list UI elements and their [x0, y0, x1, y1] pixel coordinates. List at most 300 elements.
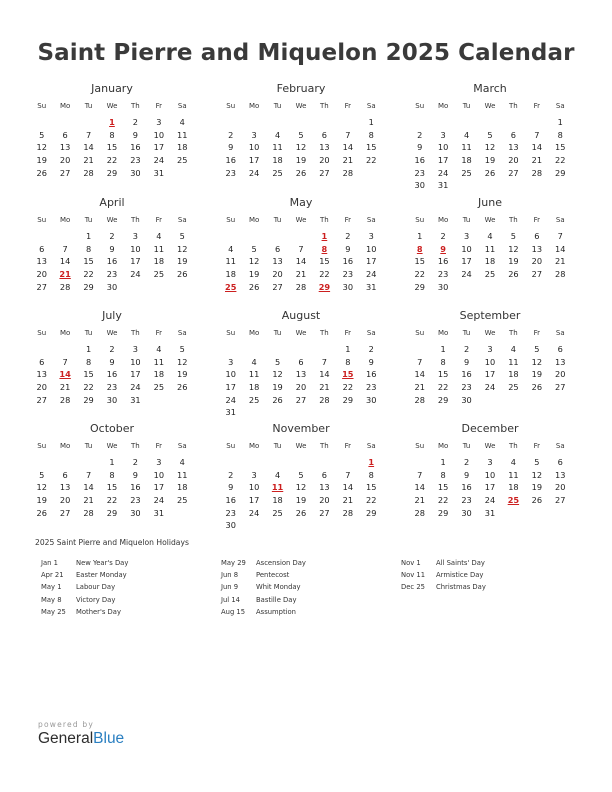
day-cell: 24	[130, 382, 141, 393]
day-cell: 19	[36, 495, 47, 506]
day-cell: 25	[272, 507, 283, 518]
day-cell: 14	[319, 369, 330, 380]
day-cell: 29	[366, 507, 377, 518]
day-grid	[219, 230, 383, 293]
day-cell: 2	[109, 231, 115, 241]
weekday-label: Th	[131, 102, 140, 110]
day-cell: 13	[36, 369, 47, 380]
month-name: November	[272, 422, 330, 435]
weekday-label: Mo	[248, 216, 260, 224]
day-cell: 21	[414, 382, 425, 393]
day-cell: 3	[156, 457, 162, 467]
holiday-entry	[41, 583, 211, 595]
day-cell: 23	[366, 382, 377, 393]
day-cell: 8	[368, 129, 374, 140]
day-cell: 19	[295, 155, 307, 166]
empty-day-cell	[266, 343, 289, 356]
day-cell: 5	[179, 231, 185, 241]
page-title: Saint Pierre and Miquelon 2025 Calendar	[37, 40, 575, 66]
holiday-day-cell: 15	[342, 369, 354, 380]
day-cell: 30	[130, 507, 141, 518]
day-cell: 28	[83, 507, 94, 518]
day-cell: 10	[225, 369, 236, 380]
day-cell: 29	[342, 394, 354, 405]
day-cell: 28	[59, 394, 71, 405]
holiday-name: Victory Day	[76, 595, 116, 604]
empty-day-cell	[242, 230, 265, 243]
day-cell: 19	[508, 256, 519, 267]
day-cell: 11	[153, 243, 165, 254]
holiday-entry	[221, 583, 391, 595]
day-cell: 16	[461, 482, 472, 493]
month-name: June	[478, 196, 502, 209]
day-cell: 30	[130, 167, 141, 178]
weekday-label: Mo	[437, 102, 449, 110]
day-cell: 15	[366, 482, 377, 493]
day-cell: 12	[177, 243, 188, 254]
weekday-label: Tu	[84, 216, 93, 224]
holiday-name: Pentecost	[256, 571, 290, 580]
day-cell: 14	[414, 369, 425, 380]
day-cell: 26	[484, 167, 496, 178]
month-name: September	[459, 309, 521, 322]
day-cell: 30	[342, 281, 354, 292]
empty-day-cell	[219, 343, 242, 356]
holiday-date: May 25	[41, 607, 66, 616]
day-cell: 20	[272, 269, 283, 280]
weekday-label: Sa	[555, 329, 565, 337]
weekday-label: Mo	[59, 329, 71, 337]
day-cell: 10	[130, 356, 141, 367]
month-december	[408, 420, 572, 533]
empty-day-cell	[408, 456, 431, 469]
day-cell: 4	[487, 231, 493, 241]
day-cell: 24	[437, 167, 449, 178]
holiday-day-cell: 8	[321, 243, 328, 254]
day-cell: 5	[534, 457, 540, 467]
weekday-label: Sa	[177, 216, 187, 224]
holiday-name: All Saints' Day	[436, 559, 485, 567]
month-october	[30, 420, 194, 533]
day-cell: 19	[295, 495, 307, 506]
day-cell: 23	[461, 495, 472, 506]
day-cell: 20	[319, 495, 330, 506]
day-cell: 10	[484, 356, 496, 367]
day-cell: 17	[225, 382, 236, 393]
day-cell: 22	[342, 382, 354, 393]
day-cell: 11	[177, 469, 188, 480]
day-cell: 8	[440, 356, 446, 367]
holiday-name: Easter Monday	[76, 571, 127, 580]
empty-day-cell	[219, 456, 242, 469]
empty-day-cell	[502, 116, 525, 129]
day-cell: 21	[319, 382, 330, 393]
day-cell: 18	[508, 369, 519, 380]
day-cell: 13	[555, 356, 566, 367]
day-cell: 2	[228, 469, 234, 480]
weekday-header	[408, 442, 572, 450]
day-cell: 26	[531, 495, 543, 506]
month-name: October	[89, 422, 135, 435]
holiday-entry	[221, 596, 391, 608]
day-grid	[219, 343, 383, 419]
day-cell: 27	[59, 507, 71, 518]
day-cell: 20	[319, 155, 330, 166]
weekday-label: Tu	[462, 329, 471, 337]
day-cell: 10	[248, 482, 260, 493]
weekday-label: Th	[131, 216, 140, 224]
weekday-label: Tu	[84, 442, 93, 450]
empty-day-cell	[53, 456, 76, 469]
weekday-label: Tu	[273, 329, 282, 337]
weekday-label: Mo	[248, 102, 260, 110]
day-cell: 22	[83, 269, 94, 280]
day-cell: 24	[461, 269, 472, 280]
day-cell: 22	[414, 269, 425, 280]
powered-by-text: powered by	[38, 720, 94, 729]
day-cell: 3	[463, 231, 470, 241]
holiday-entry	[401, 559, 571, 571]
day-cell: 18	[153, 369, 165, 380]
day-cell: 23	[225, 167, 236, 178]
holiday-date: Jan 1	[41, 559, 58, 567]
day-cell: 3	[368, 231, 374, 241]
day-cell: 7	[62, 356, 68, 367]
day-cell: 4	[228, 243, 234, 254]
day-cell: 22	[319, 269, 330, 280]
day-cell: 21	[59, 382, 71, 393]
weekday-label: We	[484, 329, 496, 337]
day-cell: 5	[534, 344, 540, 354]
weekday-label: Th	[320, 442, 329, 450]
weekday-label: Sa	[177, 442, 187, 450]
day-cell: 27	[36, 281, 47, 292]
day-cell: 9	[228, 142, 234, 153]
weekday-label: Mo	[59, 102, 71, 110]
weekday-label: Fr	[155, 329, 163, 337]
day-cell: 13	[59, 142, 71, 153]
weekday-label: Tu	[462, 442, 471, 450]
day-cell: 25	[177, 155, 188, 166]
weekday-label: Fr	[533, 216, 541, 224]
day-cell: 16	[342, 256, 354, 267]
day-cell: 3	[132, 231, 138, 241]
day-cell: 26	[36, 167, 47, 178]
day-cell: 14	[342, 142, 354, 153]
day-cell: 12	[177, 356, 188, 367]
day-cell: 17	[484, 369, 496, 380]
weekday-label: We	[484, 102, 496, 110]
weekday-label: Su	[37, 102, 47, 110]
holiday-name: Christmas Day	[436, 583, 486, 592]
day-cell: 7	[345, 129, 351, 140]
day-cell: 27	[272, 281, 283, 292]
day-cell: 28	[342, 507, 354, 518]
day-cell: 2	[463, 457, 470, 467]
day-cell: 5	[298, 469, 304, 480]
day-cell: 17	[248, 155, 260, 166]
day-cell: 6	[62, 129, 68, 140]
day-cell: 3	[228, 356, 234, 367]
month-name: March	[473, 82, 507, 95]
day-cell: 5	[251, 243, 257, 254]
weekday-label: Fr	[344, 216, 352, 224]
weekday-label: Sa	[366, 216, 376, 224]
weekday-label: Th	[320, 329, 329, 337]
brand-blue: Blue	[93, 730, 125, 747]
day-cell: 15	[83, 369, 94, 380]
day-cell: 21	[342, 495, 354, 506]
day-grid	[408, 343, 572, 406]
weekday-label: Th	[320, 216, 329, 224]
day-cell: 29	[414, 281, 425, 292]
day-cell: 4	[510, 344, 516, 354]
weekday-header	[219, 102, 383, 110]
day-cell: 7	[345, 469, 351, 480]
day-cell: 31	[153, 507, 165, 518]
day-cell: 10	[130, 243, 141, 254]
empty-day-cell	[408, 343, 431, 356]
weekday-label: Su	[226, 329, 236, 337]
day-cell: 18	[272, 155, 283, 166]
weekday-header	[30, 216, 194, 224]
day-cell: 12	[484, 142, 496, 153]
weekday-label: Sa	[177, 329, 187, 337]
weekday-label: Sa	[366, 442, 376, 450]
day-cell: 30	[106, 281, 118, 292]
day-cell: 3	[251, 129, 257, 140]
day-cell: 18	[177, 482, 188, 493]
empty-day-cell	[77, 116, 100, 129]
day-cell: 17	[461, 256, 472, 267]
holiday-entry	[41, 596, 211, 608]
holiday-entry	[41, 571, 211, 583]
empty-day-cell	[431, 116, 454, 129]
weekday-label: Th	[131, 442, 140, 450]
weekday-label: We	[295, 442, 307, 450]
day-cell: 8	[368, 469, 374, 480]
day-cell: 6	[321, 129, 327, 140]
day-cell: 1	[417, 231, 423, 241]
day-cell: 15	[106, 142, 118, 153]
day-cell: 12	[36, 142, 47, 153]
empty-day-cell	[313, 456, 336, 469]
weekday-label: We	[295, 102, 307, 110]
day-cell: 20	[59, 495, 71, 506]
empty-day-cell	[53, 230, 76, 243]
day-cell: 6	[510, 129, 516, 140]
day-cell: 16	[106, 256, 118, 267]
day-cell: 27	[555, 382, 566, 393]
day-cell: 14	[83, 142, 94, 153]
day-cell: 21	[555, 256, 566, 267]
holiday-day-cell: 21	[59, 269, 71, 280]
day-cell: 25	[484, 269, 496, 280]
day-cell: 6	[321, 469, 327, 480]
day-cell: 28	[59, 281, 71, 292]
day-cell: 10	[153, 129, 165, 140]
day-cell: 24	[130, 269, 141, 280]
day-cell: 1	[440, 457, 446, 467]
month-name: April	[99, 196, 125, 209]
weekday-header	[219, 329, 383, 337]
weekday-label: Th	[131, 329, 140, 337]
day-cell: 30	[414, 180, 425, 191]
day-cell: 13	[531, 243, 543, 254]
day-cell: 9	[463, 469, 470, 480]
weekday-label: Tu	[462, 102, 471, 110]
holiday-name: New Year's Day	[76, 559, 129, 567]
day-cell: 3	[132, 344, 138, 354]
day-cell: 30	[106, 394, 118, 405]
weekday-header	[408, 216, 572, 224]
day-cell: 23	[461, 382, 472, 393]
holiday-name: Ascension Day	[256, 559, 306, 567]
day-cell: 23	[130, 495, 141, 506]
day-cell: 23	[225, 507, 236, 518]
day-cell: 15	[366, 142, 377, 153]
holiday-day-cell: 9	[440, 243, 446, 254]
day-cell: 15	[414, 256, 425, 267]
day-cell: 4	[463, 129, 470, 140]
day-cell: 29	[83, 281, 94, 292]
month-september	[408, 307, 572, 420]
day-cell: 25	[153, 382, 165, 393]
weekday-label: Th	[509, 102, 518, 110]
weekday-label: Mo	[59, 442, 71, 450]
holiday-date: Jun 9	[221, 583, 239, 592]
day-cell: 11	[461, 142, 472, 153]
day-cell: 4	[274, 469, 281, 480]
weekday-label: Mo	[437, 329, 449, 337]
day-cell: 8	[345, 356, 351, 367]
weekday-label: Mo	[437, 216, 449, 224]
day-cell: 11	[153, 356, 165, 367]
empty-day-cell	[455, 116, 478, 129]
day-cell: 14	[555, 243, 566, 254]
day-cell: 23	[106, 382, 118, 393]
weekday-label: We	[106, 329, 118, 337]
holiday-date: Nov 11	[401, 571, 426, 580]
day-cell: 25	[177, 495, 188, 506]
day-cell: 27	[59, 167, 71, 178]
weekday-label: Su	[226, 442, 236, 450]
day-cell: 29	[106, 507, 118, 518]
day-cell: 29	[83, 394, 94, 405]
weekday-header	[30, 329, 194, 337]
weekday-header	[408, 329, 572, 337]
day-cell: 7	[417, 469, 423, 480]
day-cell: 28	[342, 167, 354, 178]
day-cell: 2	[109, 344, 115, 354]
day-cell: 24	[153, 155, 165, 166]
day-cell: 15	[83, 256, 94, 267]
day-cell: 30	[366, 394, 377, 405]
day-cell: 6	[39, 243, 45, 254]
weekday-label: Su	[415, 216, 425, 224]
day-cell: 9	[368, 356, 374, 367]
day-cell: 26	[531, 382, 543, 393]
day-cell: 9	[109, 243, 115, 254]
holiday-date: Aug 15	[221, 607, 246, 616]
day-cell: 6	[62, 469, 68, 480]
day-cell: 10	[437, 142, 449, 153]
day-cell: 14	[342, 482, 354, 493]
holiday-entry	[221, 571, 391, 583]
day-cell: 7	[85, 129, 92, 140]
day-cell: 4	[156, 231, 162, 241]
weekday-label: We	[295, 329, 307, 337]
day-cell: 4	[156, 344, 162, 354]
day-cell: 22	[437, 382, 449, 393]
day-cell: 26	[36, 507, 47, 518]
month-name: August	[281, 309, 321, 322]
day-cell: 18	[177, 142, 188, 153]
empty-day-cell	[266, 230, 289, 243]
day-cell: 25	[153, 269, 165, 280]
day-cell: 10	[484, 469, 496, 480]
holiday-name: Labour Day	[76, 583, 116, 592]
holiday-day-cell: 1	[109, 117, 115, 127]
day-cell: 6	[557, 344, 563, 354]
day-cell: 4	[251, 356, 257, 367]
empty-day-cell	[219, 116, 242, 129]
day-cell: 23	[130, 155, 141, 166]
day-cell: 5	[510, 231, 516, 241]
day-cell: 19	[272, 382, 283, 393]
month-name: February	[276, 82, 326, 95]
empty-day-cell	[30, 230, 53, 243]
day-cell: 7	[321, 356, 327, 367]
empty-day-cell	[408, 116, 431, 129]
empty-day-cell	[53, 116, 76, 129]
brand-logo[interactable]	[38, 730, 124, 748]
day-cell: 25	[508, 382, 519, 393]
day-cell: 16	[437, 256, 449, 267]
weekday-label: Fr	[155, 102, 163, 110]
weekday-label: Tu	[84, 329, 93, 337]
day-cell: 10	[461, 243, 472, 254]
day-cell: 28	[83, 167, 94, 178]
day-cell: 5	[179, 344, 185, 354]
day-cell: 20	[555, 482, 566, 493]
day-cell: 17	[153, 142, 165, 153]
day-cell: 31	[437, 180, 449, 191]
day-cell: 3	[251, 469, 257, 480]
day-cell: 28	[531, 167, 543, 178]
day-cell: 16	[106, 369, 118, 380]
day-cell: 30	[461, 507, 472, 518]
day-cell: 4	[179, 117, 185, 127]
weekday-label: Mo	[248, 442, 260, 450]
day-cell: 19	[248, 269, 260, 280]
month-november	[219, 420, 383, 533]
empty-day-cell	[30, 116, 53, 129]
empty-day-cell	[525, 116, 548, 129]
day-cell: 27	[319, 507, 330, 518]
day-cell: 28	[319, 394, 330, 405]
day-cell: 27	[36, 394, 47, 405]
holiday-entry	[221, 559, 391, 571]
day-cell: 19	[177, 369, 188, 380]
month-name: December	[461, 422, 519, 435]
weekday-label: We	[295, 216, 307, 224]
holidays-title: 2025 Saint Pierre and Miquelon Holidays	[35, 538, 189, 547]
day-cell: 7	[534, 129, 540, 140]
day-grid	[408, 116, 572, 192]
day-cell: 25	[461, 167, 472, 178]
weekday-header	[30, 102, 194, 110]
